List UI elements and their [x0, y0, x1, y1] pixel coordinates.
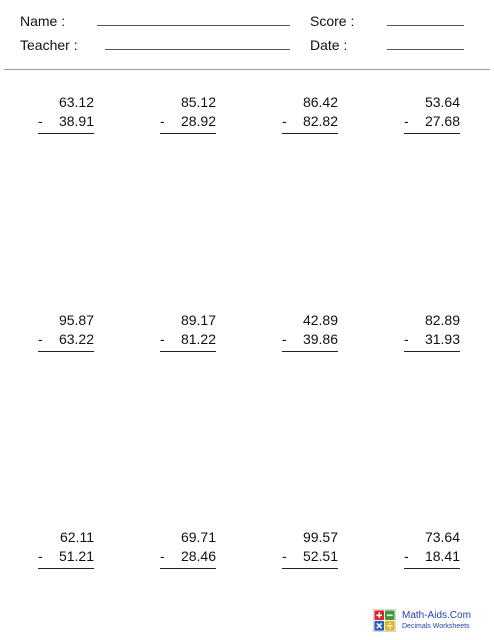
- minus-sign: -: [282, 113, 287, 129]
- answer-line: [282, 351, 338, 352]
- subtrahend: 28.92: [180, 113, 216, 129]
- minuend: 85.12: [180, 94, 216, 110]
- problem: [38, 312, 94, 356]
- answer-line: [282, 568, 338, 569]
- subtrahend: 18.41: [424, 548, 460, 564]
- minus-sign: -: [404, 331, 409, 347]
- answer-line: [38, 568, 94, 569]
- problem: [404, 529, 460, 573]
- minuend: 89.17: [180, 312, 216, 328]
- subtrahend: 38.91: [58, 113, 94, 129]
- minuend: 73.64: [424, 529, 460, 545]
- subtrahend: 28.46: [180, 548, 216, 564]
- problem: [404, 94, 460, 138]
- name-label: Name :: [20, 13, 66, 29]
- problem: [38, 94, 94, 138]
- math-operators-logo-icon: [373, 609, 396, 632]
- answer-line: [160, 351, 216, 352]
- answer-line: [160, 133, 216, 134]
- subtrahend: 63.22: [58, 331, 94, 347]
- minus-sign: -: [160, 548, 165, 564]
- minus-sign: -: [282, 331, 287, 347]
- subtrahend: 82.82: [302, 113, 338, 129]
- minuend: 69.71: [180, 529, 216, 545]
- minus-sign: -: [160, 113, 165, 129]
- date-label: Date :: [310, 37, 348, 53]
- answer-line: [404, 351, 460, 352]
- problem: [404, 312, 460, 356]
- answer-line: [404, 133, 460, 134]
- problem: [282, 312, 338, 356]
- minuend: 62.11: [60, 529, 94, 545]
- name-field[interactable]: [97, 25, 290, 26]
- minuend: 99.57: [302, 529, 338, 545]
- answer-line: [160, 568, 216, 569]
- brand-name: Math-Aids.Com: [402, 610, 471, 621]
- minus-sign: -: [282, 548, 287, 564]
- worksheet-type: Decimals Worksheets: [402, 623, 470, 630]
- minuend: 42.89: [302, 312, 338, 328]
- problem: [160, 529, 216, 573]
- problem: [160, 312, 216, 356]
- answer-line: [404, 568, 460, 569]
- header-divider: [4, 69, 490, 70]
- minuend: 63.12: [58, 94, 94, 110]
- score-field[interactable]: [387, 25, 464, 26]
- teacher-field[interactable]: [105, 49, 290, 50]
- problem: [160, 94, 216, 138]
- minus-sign: -: [38, 331, 43, 347]
- subtrahend: 39.86: [302, 331, 338, 347]
- date-field[interactable]: [387, 49, 464, 50]
- answer-line: [38, 351, 94, 352]
- problem: [282, 94, 338, 138]
- subtrahend: 51.21: [58, 548, 94, 564]
- minuend: 82.89: [424, 312, 460, 328]
- subtrahend: 27.68: [424, 113, 460, 129]
- score-label: Score :: [310, 13, 355, 29]
- minuend: 86.42: [302, 94, 338, 110]
- site-logo[interactable]: [373, 609, 487, 635]
- answer-line: [282, 133, 338, 134]
- minus-sign: -: [404, 113, 409, 129]
- minuend: 53.64: [424, 94, 460, 110]
- problem: [38, 529, 94, 573]
- answer-line: [38, 133, 94, 134]
- teacher-label: Teacher :: [20, 37, 78, 53]
- subtrahend: 31.93: [424, 331, 460, 347]
- problem: [282, 529, 338, 573]
- subtrahend: 52.51: [302, 548, 338, 564]
- minus-sign: -: [404, 548, 409, 564]
- minuend: 95.87: [58, 312, 94, 328]
- minus-sign: -: [38, 548, 43, 564]
- minus-sign: -: [38, 113, 43, 129]
- subtrahend: 81.22: [180, 331, 216, 347]
- minus-sign: -: [160, 331, 165, 347]
